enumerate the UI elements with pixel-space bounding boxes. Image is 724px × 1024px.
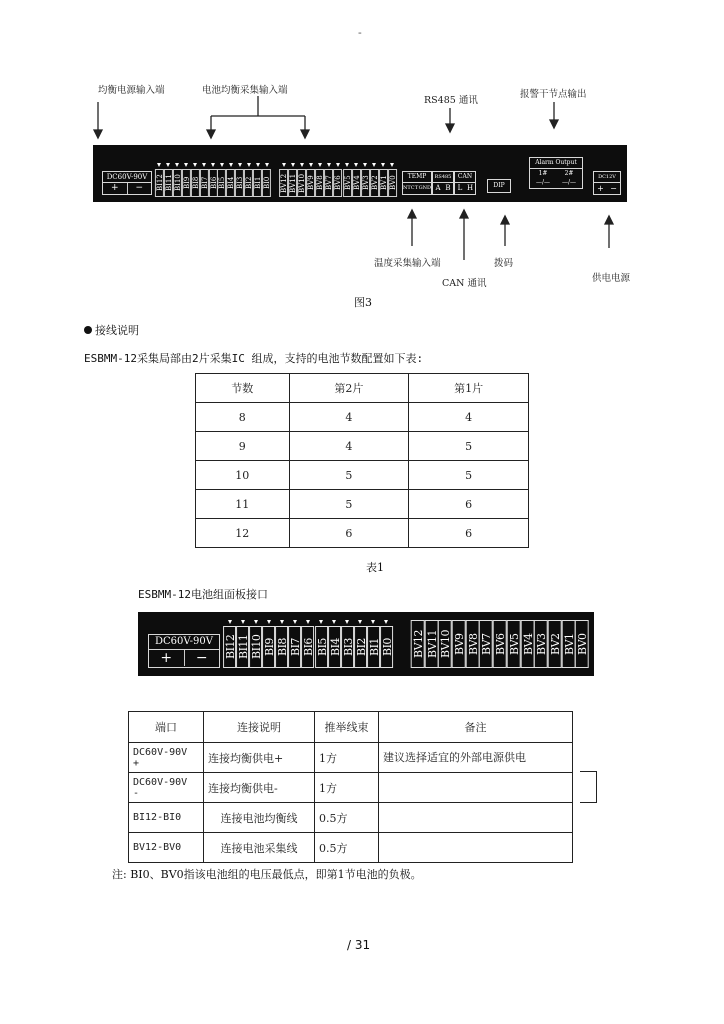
table-header-cell: 节数 — [196, 374, 290, 403]
footnote: 注: BI0、BV0指该电池组的电压最低点，即第1节电池的负极。 — [112, 868, 422, 881]
table-cell: 8 — [196, 403, 290, 432]
table-row — [196, 432, 529, 461]
table-cell: 4 — [289, 403, 409, 432]
terminal-pin: BV1 — [562, 620, 576, 668]
terminal-pin: BV4 — [521, 620, 535, 668]
terminal-arrow-icon — [345, 163, 349, 167]
terminal-pin: BI6 — [301, 626, 314, 668]
bullet-icon — [84, 326, 92, 334]
terminal-pin: BV5 — [343, 169, 352, 197]
terminal-pin: BI11 — [236, 626, 249, 668]
temp-pin: T — [414, 185, 419, 191]
ports-header-row — [129, 712, 573, 743]
callout-balance-sampling-input: 电池均衡采集输入端 — [202, 85, 288, 96]
table-cell: 6 — [289, 519, 409, 548]
terminal-arrow-icon — [345, 620, 349, 624]
ports-header-cell: 连接说明 — [204, 712, 315, 743]
terminal-pin: BI1 — [367, 626, 380, 668]
terminal-pin: BI5 — [315, 626, 328, 668]
dc12v-title: DC12V — [594, 172, 620, 183]
ports-cell-note — [379, 773, 573, 803]
table-cell: 5 — [289, 461, 409, 490]
alarm-output-block — [529, 157, 583, 189]
terminal-pin: BV7 — [324, 169, 333, 197]
table-cell: 11 — [196, 490, 290, 519]
terminal-pin: BI6 — [209, 169, 218, 197]
dc-input-title: DC60V-90V — [103, 172, 151, 183]
terminal-arrow-icon — [193, 163, 197, 167]
panel2-bi-group — [223, 620, 393, 668]
terminal-arrow-icon — [166, 163, 170, 167]
ports-cell-note — [379, 803, 573, 833]
table-cell: 4 — [409, 403, 529, 432]
terminal-pin: BI3 — [235, 169, 244, 197]
terminal-pin: BV8 — [315, 169, 324, 197]
terminal-pin: BV9 — [452, 620, 466, 668]
terminal-pin: BV8 — [466, 620, 480, 668]
ports-cell-port: DC60V-90V - — [129, 773, 204, 803]
ports-cell-desc: 连接均衡供电+ — [204, 743, 315, 773]
table-header-row — [196, 374, 529, 403]
terminal-pin: BV6 — [333, 169, 342, 197]
terminal-pin: BV2 — [370, 169, 379, 197]
terminal-pin: BI8 — [191, 169, 200, 197]
terminal-pin: BV1 — [379, 169, 388, 197]
ports-cell-wire: 1方 — [315, 743, 379, 773]
terminal-arrow-icon — [247, 163, 251, 167]
table-row — [129, 833, 573, 863]
table1-caption: 表1 — [366, 561, 384, 574]
ports-cell-desc: 连接电池采集线 — [204, 833, 315, 863]
terminal-arrow-icon — [363, 163, 367, 167]
terminal-pin: BV0 — [575, 620, 589, 668]
terminal-pin: BI7 — [288, 626, 301, 668]
terminal-pin: BV4 — [352, 169, 361, 197]
temp-pin: NTC — [403, 185, 415, 191]
rs485-pin-b: B — [445, 184, 451, 192]
terminal-pin: BV11 — [425, 620, 439, 668]
terminal-pin: BI1 — [253, 169, 262, 197]
terminal-arrow-icon — [211, 163, 215, 167]
terminal-arrow-icon — [241, 620, 245, 624]
callout-balance-power-input: 均衡电源输入端 — [98, 85, 165, 96]
terminal-arrow-icon — [256, 163, 260, 167]
terminal-arrow-icon — [238, 163, 242, 167]
terminal-pin: BV10 — [438, 620, 452, 668]
terminal-arrow-icon — [381, 163, 385, 167]
alarm-contact: —/— — [561, 179, 577, 186]
panel-interface-title: ESBMM-12电池组面板接口 — [138, 588, 268, 601]
terminal-pin: BI8 — [275, 626, 288, 668]
figure3-panel — [93, 145, 627, 202]
temp-title: TEMP — [403, 172, 431, 183]
ports-cell-port: BI12-BI0 — [129, 803, 204, 833]
figure3-caption: 图3 — [354, 296, 372, 309]
rs485-block — [432, 171, 454, 195]
terminal-arrow-icon — [309, 163, 313, 167]
terminal-arrow-icon — [390, 163, 394, 167]
terminal-arrow-icon — [358, 620, 362, 624]
terminal-pin: BI2 — [244, 169, 253, 197]
ports-cell-desc: 连接均衡供电- — [204, 773, 315, 803]
terminal-pin: BV0 — [388, 169, 397, 197]
rs485-title: RS485 — [433, 172, 453, 183]
callout-alarm-output: 报警干节点输出 — [520, 89, 587, 100]
page-number: / 31 — [347, 938, 371, 952]
terminal-pin: BV3 — [534, 620, 548, 668]
terminal-arrow-icon — [318, 163, 322, 167]
terminal-pin: BI4 — [226, 169, 235, 197]
callout-temp-input: 温度采集输入端 — [374, 258, 441, 269]
callout-power-supply: 供电电源 — [592, 273, 631, 284]
alarm-channel-label: 1# — [538, 170, 548, 177]
table-cell: 5 — [409, 461, 529, 490]
terminal-pin: BI11 — [164, 169, 173, 197]
ports-cell-note: 建议选择适宜的外部电源供电 — [379, 743, 573, 773]
ports-header-cell: 端口 — [129, 712, 204, 743]
callout-arrows-bottom — [390, 202, 630, 262]
dip-switch: DIP — [487, 179, 511, 193]
terminal-arrow-icon — [336, 163, 340, 167]
terminal-arrow-icon — [372, 163, 376, 167]
battery-panel — [138, 612, 594, 676]
terminal-pin: BV5 — [507, 620, 521, 668]
terminal-pin: BI5 — [217, 169, 226, 197]
table-cell: 12 — [196, 519, 290, 548]
rs485-pin-a: A — [435, 184, 441, 192]
table-offset-frame — [580, 771, 597, 803]
terminal-arrow-icon — [229, 163, 233, 167]
callout-rs485-comm: RS485 通讯 — [424, 95, 478, 106]
terminal-arrow-icon — [202, 163, 206, 167]
header-mark: - — [358, 26, 362, 39]
terminal-pin: BI10 — [249, 626, 262, 668]
bi-terminal-group — [155, 163, 271, 197]
table-row — [196, 461, 529, 490]
terminal-arrow-icon — [175, 163, 179, 167]
terminal-arrow-icon — [228, 620, 232, 624]
ports-table — [128, 711, 573, 863]
terminal-pin: BI9 — [262, 626, 275, 668]
terminal-arrow-icon — [267, 620, 271, 624]
can-pin-h: H — [466, 184, 474, 192]
terminal-arrow-icon — [327, 163, 331, 167]
terminal-pin: BV11 — [288, 169, 297, 197]
terminal-pin: BI12 — [223, 626, 236, 668]
alarm-channel-label: 2# — [564, 170, 574, 177]
cell-config-table — [195, 373, 529, 548]
alarm-output-title: Alarm Output — [530, 158, 582, 169]
callout-dip: 拨码 — [494, 258, 514, 269]
panel2-bv-group — [411, 620, 589, 668]
terminal-arrow-icon — [280, 620, 284, 624]
terminal-pin: BI3 — [341, 626, 354, 668]
table-cell: 5 — [289, 490, 409, 519]
callout-can-comm: CAN 通讯 — [442, 278, 487, 289]
terminal-pin: BV10 — [297, 169, 306, 197]
ports-cell-wire: 0.5方 — [315, 833, 379, 863]
temp-block — [402, 171, 432, 195]
temp-pin: GND — [418, 185, 431, 191]
ports-header-cell: 备注 — [379, 712, 573, 743]
terminal-pin: BV7 — [479, 620, 493, 668]
table-header-cell: 第1片 — [409, 374, 529, 403]
dc-minus-terminal: − — [135, 183, 144, 193]
terminal-arrow-icon — [354, 163, 358, 167]
alarm-contact: —/— — [535, 179, 551, 186]
terminal-arrow-icon — [157, 163, 161, 167]
table-cell: 9 — [196, 432, 290, 461]
table-cell: 10 — [196, 461, 290, 490]
dc-plus-terminal: + — [103, 183, 128, 194]
terminal-pin: BV12 — [279, 169, 288, 197]
can-title: CAN — [455, 172, 475, 183]
panel2-dc-title: DC60V-90V — [149, 635, 219, 650]
dc12v-minus: − — [610, 184, 617, 193]
table-row — [129, 743, 573, 773]
terminal-arrow-icon — [306, 620, 310, 624]
terminal-arrow-icon — [371, 620, 375, 624]
panel2-dc-minus: − — [195, 650, 208, 666]
ports-cell-wire: 1方 — [315, 773, 379, 803]
terminal-pin: BV2 — [548, 620, 562, 668]
terminal-pin: BI10 — [173, 169, 182, 197]
table-row — [196, 490, 529, 519]
terminal-arrow-icon — [384, 620, 388, 624]
terminal-pin: BV3 — [361, 169, 370, 197]
terminal-arrow-icon — [319, 620, 323, 624]
terminal-arrow-icon — [300, 163, 304, 167]
panel2-dc-block — [148, 634, 220, 668]
terminal-arrow-icon — [254, 620, 258, 624]
can-block — [454, 171, 476, 195]
dc-input-block — [102, 171, 152, 195]
ports-cell-desc: 连接电池均衡线 — [204, 803, 315, 833]
terminal-arrow-icon — [293, 620, 297, 624]
ports-cell-note — [379, 833, 573, 863]
ports-cell-port: DC60V-90V + — [129, 743, 204, 773]
terminal-pin: BI7 — [200, 169, 209, 197]
terminal-arrow-icon — [265, 163, 269, 167]
wiring-heading — [84, 322, 139, 338]
ports-header-cell: 推举线束 — [315, 712, 379, 743]
table-cell: 6 — [409, 519, 529, 548]
terminal-arrow-icon — [291, 163, 295, 167]
terminal-arrow-icon — [282, 163, 286, 167]
wiring-heading-text: 接线说明 — [95, 324, 139, 337]
dc12v-plus: + — [597, 184, 604, 193]
ports-cell-wire: 0.5方 — [315, 803, 379, 833]
table-cell: 5 — [409, 432, 529, 461]
panel2-dc-plus: + — [149, 650, 185, 666]
terminal-arrow-icon — [220, 163, 224, 167]
terminal-pin: BI4 — [328, 626, 341, 668]
terminal-pin: BI12 — [155, 169, 164, 197]
table-row — [129, 773, 573, 803]
terminal-pin: BI0 — [380, 626, 393, 668]
table-row — [196, 519, 529, 548]
terminal-pin: BV9 — [306, 169, 315, 197]
dc12v-block — [593, 171, 621, 195]
terminal-arrow-icon — [184, 163, 188, 167]
terminal-pin: BI9 — [182, 169, 191, 197]
terminal-pin: BI2 — [354, 626, 367, 668]
terminal-arrow-icon — [332, 620, 336, 624]
table-row — [196, 403, 529, 432]
table-cell: 4 — [289, 432, 409, 461]
can-pin-l: L — [457, 184, 463, 192]
ports-cell-port: BV12-BV0 — [129, 833, 204, 863]
table-header-cell: 第2片 — [289, 374, 409, 403]
terminal-pin: BI0 — [262, 169, 271, 197]
callout-arrows-top — [90, 96, 630, 148]
table-row — [129, 803, 573, 833]
table-cell: 6 — [409, 490, 529, 519]
intro-text: ESBMM-12采集局部由2片采集IC 组成，支持的电池节数配置如下表: — [84, 352, 424, 365]
terminal-pin: BV12 — [411, 620, 425, 668]
bv-terminal-group — [279, 163, 397, 197]
terminal-pin: BV6 — [493, 620, 507, 668]
